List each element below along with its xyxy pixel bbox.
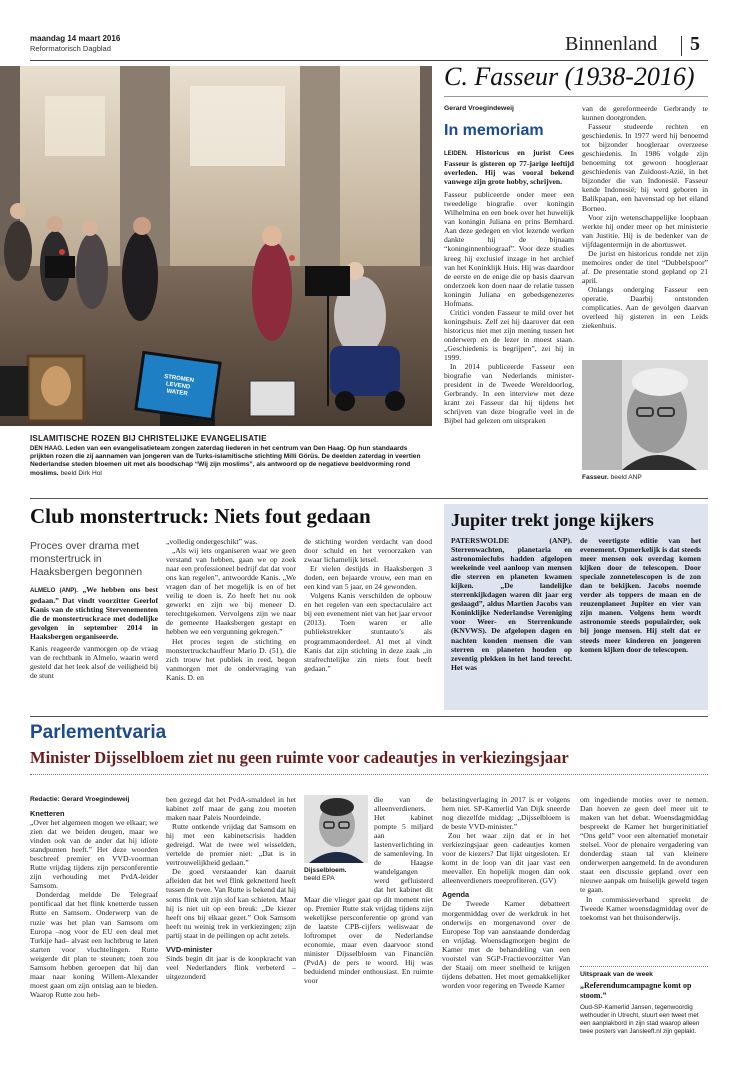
fasseur-col-1: [444, 148, 574, 485]
fasseur-portrait: [582, 360, 708, 470]
quote-source: Oud-SP-Kamerlid Jansen, tegenwoordig wethouder in Utrecht, stuurt een tweet met een aanplakbord in zijn stad waarop alleen twee posters van Jansleeft.nl zijn geplakt.: [580, 1004, 700, 1035]
parlement-col-3a: [374, 795, 433, 894]
fasseur-kicker: In memoriam: [444, 122, 544, 139]
fasseur-paragraph: Fasseur studeerde rechten en geschiedenis. In 1977 werd hij benoemd tot bijzonder hoogleraar overzeese geschiedenis. In 1986 volgde zijn benoeming tot gewoon hoogleraar geschiedenis van Zuidoost-Azië, in het bijzonder die van Indonesië. Fasseur kende Indonesië; hij werd geboren in Balikpapan, een havenstad op het eiland Borneo.: [582, 122, 708, 213]
parlement-paragraph: Rutte ontkende vrijdag dat Samsom en hij met een kabinetscrisis hadden gedreigd. Wat de twee wel wisselden, vertelde de premier niet: „Dat is in vertrouwelijkheid gedaan.”: [166, 822, 296, 868]
monstertruck-deck: Proces over drama met monstertruck in Haaksbergen begonnen: [30, 540, 143, 578]
parlement-paragraph: die van de alleenverdieners. Het kabinet pompte 5 miljard aan lastenverlichting in de samenleving. In de Haagse wandelgangen werd gefluisterd dat het kabinet dit: [374, 795, 433, 894]
monstertruck-col-3: [304, 537, 432, 710]
dijsselbloem-photo-credit: beeld EPA: [304, 875, 335, 883]
jupiter-headline: Jupiter trekt jonge kijkers: [451, 510, 654, 530]
fasseur-photo-credit: beeld ANP: [610, 474, 642, 481]
parlement-paragraph: belastingverlaging in 2017 is er volgens hem niet. SP-Kamerlid Van Dijk sneerde nog diezelfde middag: „Dijsselbloem is de beste VVD-minister.”: [442, 795, 570, 832]
fasseur-headline: C. Fasseur (1938-2016): [444, 62, 695, 91]
parlement-paragraph: In commissieverband spreekt de Tweede Kamer woensdagmiddag over de toekomst van het thuisonderwijs.: [580, 894, 708, 922]
monstertruck-paragraph: Er vielen destijds in Haaksbergen 3 doden, een bejaarde vrouw, een man en een kind van 5 jaar, en 24 gewonden.: [304, 564, 432, 592]
parlement-paragraph: Donderdag meldde De Telegraaf pontificaal dat het flink knetterde tussen Rutte en Samsom. Onderwerp van de ruzie was het plan van Samsom om Europa –nog voor de EU een deal met Turkije had– alvast een luchtbrug te laten starten voor vluchtelingen. Rutte weigerde dit plan te steunen; toen zou Samsom hebben geroepen dat hij dan maar naar koning Willem-Alexander moest gaan om zijn ontslag aan te bieden. Waarop Rutte zou heb-: [30, 890, 158, 999]
parlement-paragraph: Maar die vlieger gaat op dit moment niet op. Premier Rutte stak vrijdag tijdens zijn wekelijkse persconferentie op grond van de laatste CPB-cijfers weliswaar de loftrompet over de Nederlandse economie, maar even daarvoor stond minister Dijsselbloem van Financiën (PvdA) de pers te woord. Hij was beduidend minder enthousiast. En ruimte voor: [304, 895, 433, 986]
jupiter-text-2: de veertigste editie van het evenement. Opmerkelijk is dat steeds meer mensen ook overdag komen kijken door de telescopen. Door speciale zonnetelescopen is de zon dan te bekijken. Jacobs noemde verder als toppers de maan en de reuzenplaneet Jupiter en vier van zijn manen. Volgens hem wordt astronomie steeds populairder, ook bij jonge mensen. Hij stelt dat er steeds meer kinderen en jongeren komen kijken door de telescopen.: [580, 536, 701, 654]
fasseur-paragraph: De jurist en historicus rondde net zijn memoires onder de titel “Dubbelspoor” af. De presentatie stond gepland op 21 april.: [582, 248, 708, 285]
jupiter-text-1: PATERSWOLDE (ANP). Sterrenwachten, planetaria en astronomieclubs hadden afgelopen weekeinde veel aanloop van mensen die sterren en planeten kwamen kijken. „De landelijke sterrenkijkdagen waren dit jaar erg geslaagd”, aldus Martien Jacobs van Koninklijke Nederlandse Vereniging voor Weer- en Sterrenkunde (KNVWS). De afgelopen dagen en nachten konden mensen die van sterren en planeten houden op zeventig plekken in het land terecht. Het was: [451, 536, 572, 672]
monstertruck-col-1: [30, 585, 158, 710]
parlement-headline: Minister Dijsselbloem ziet nu geen ruimte voor cadeautjes in verkiezingsjaar: [30, 748, 569, 767]
sign-line-3: WATER: [166, 387, 189, 397]
parlement-col-3b: [304, 895, 433, 1065]
fasseur-intro-place: LEIDEN.: [444, 151, 468, 157]
parlement-col-2: [166, 795, 296, 1065]
fasseur-paragraph: Onlangs onderging Fasseur een operatie. Daarbij ontstonden complicaties. Aan de gevolgen daarvan overleed hij gisteren in een Leids ziekenhuis.: [582, 284, 708, 331]
jupiter-box: [444, 504, 708, 710]
dijsselbloem-image: [304, 795, 368, 863]
dijsselbloem-caption-name: Dijsselbloem.: [304, 867, 347, 874]
fasseur-paragraph: Fasseur publiceerde onder meer een tweedelige biografie over koningin Wilhelmina en een boek over het huwelijk van koningin Juliana en prins Bernhard. Aan deze gedegen en vlot lezende werken dankte hij de bijnaam “koninginnenbiograaf”. Voor deze studies kreeg hij exclusief inzage in het archief van het Koninklijk Huis. Hij was daardoor de eerste en de enige die op basis daarvan onderzoek kon doen naar de relatie tussen koningin Juliana en gebedsgenezeres Hofmans.: [444, 190, 574, 308]
fasseur-photo-caption-name: Fasseur.: [582, 474, 609, 481]
monstertruck-paragraph: „Als wij iets organiseren waar we geen verstand van hebben, gaan we op zoek naar een professioneel bedrijf dat dat voor ons kan regelen”, antwoordde Kanis. „We vragen dan of het mogelijk is en of het veilig te doen is. Zo heeft het nu ook gewerkt en zijn we bij meneer D. terechtgekomen. Vervolgens zijn we naar de gemeente Haaksbergen gestapt en hebben we een vergunning gekregen.”: [166, 546, 296, 637]
fasseur-paragraph: Critici vonden Fasseur te mild over het koningshuis. Zelf zei hij daarover dat een historicus niet met zijn mening tussen het onderwerp en de lezer in moest staan. „Geschiedenis is begrijpen”, zei hij in 1999.: [444, 307, 574, 363]
parlement-paragraph: ben gezegd dat het PvdA-smaldeel in het kabinet zelf maar de gang zou moeten maken naar Paleis Noordeinde.: [166, 795, 296, 823]
photo-caption: [30, 445, 430, 478]
fasseur-paragraph: van de gereformeerde Gerbrandy te kunnen doorgronden.: [582, 104, 708, 123]
quote-text: „Referendumcampagne komt op stoom.”: [580, 981, 692, 1000]
jupiter-col-1: [451, 536, 572, 706]
parlement-sub-vvd: VVD-minister: [166, 944, 213, 954]
quote-title: Uitspraak van de week: [580, 971, 653, 978]
photo-caption-title: ISLAMITISCHE ROZEN BIJ CHRISTELIJKE EVANGELISATIE: [30, 434, 267, 443]
monstertruck-paragraph: Volgens Kanis verschilden de opbouw en het regelen van een spectaculaire act bij een evenement niet van het jaar ervoor (2013). Toen waren er alle publiekstrekker stuntauto’s als programmaonderdeel. Al met al vindt Kanis dat zijn stichting in deze zaak „in strafrechtelijke zin niets fout heeft gedaan.”: [304, 591, 432, 673]
quote-rule: [580, 966, 708, 967]
fasseur-col-2: [582, 104, 708, 356]
fasseur-headline-rule: [444, 96, 708, 97]
monstertruck-paragraph: Het proces tegen de stichting en monstertruckchauffeur Mario D. (51), die zich trouw het publiek in reed, begon vanmorgen met de ondervraging van Kanis. D. en: [166, 636, 296, 682]
fasseur-intro: Historicus en jurist Cees Fasseur is gisteren op 77-jarige leeftijd overleden. Hij was vooral bekend vanwege zijn grote hobby, schrijven.: [444, 148, 574, 187]
parlement-section-title: Parlementvaria: [30, 722, 167, 743]
masthead-paper: Reformatorisch Dagblad: [30, 44, 111, 53]
parlement-paragraph: Zou het waar zijn dat er in het verkiezingsjaar geen cadeautjes komen voor de kiezers? Dat lijkt uitgesloten. Er komt in de loop van dit jaar vast een meevaller. En hopelijk mogen dan ook alleenverdieners meeprofiteren. (GV): [442, 831, 570, 886]
parlement-col-4: [442, 795, 570, 1065]
section-rule-lower: [30, 716, 708, 717]
parlement-rule: [30, 774, 708, 775]
parlement-sub-agenda: Agenda: [442, 890, 470, 900]
parlement-col-5: [580, 795, 708, 963]
monstertruck-paragraph: Kanis reageerde vanmorgen op de vraag van de rechtbank in Almelo, waarin werd gesteld dat het leek alsof de veiligheid bij de stunt: [30, 644, 158, 681]
monstertruck-lead: „We hebben ons best gedaan.” Dat vindt voorzitter Geerlof Kanis van de stichting Stervenementen die de monstertruckrace met dodelijke gevolgen in september 2014 in Haaksbergen organiseerde.: [30, 585, 158, 642]
jupiter-col-2: [580, 536, 701, 706]
evangelisation-photo: [0, 66, 432, 426]
fasseur-byline: Gerard Vroegindeweij: [444, 105, 514, 112]
fasseur-paragraph: In 2014 publiceerde Fasseur een biografie van Nederlands minister-president in de Tweede Wereldoorlog, Gerbrandy. In een interview met deze krant zei Fasseur dat hij tijdens het schrijven van deze biografie veel in de Bijbel had gelezen om uitspraken: [444, 362, 574, 426]
sign-line-2: LEVEND: [165, 380, 191, 391]
section-divider: [681, 36, 682, 56]
monstertruck-paragraph: „volledig ondergeschikt” was.: [166, 537, 258, 546]
monstertruck-lead-place: ALMELO (ANP).: [30, 588, 78, 594]
parlement-paragraph: De Tweede Kamer debatteert morgenmiddag over de werkdruk in het onderwijs en morgenavond over de Europese Top van aanstaande donderdag en vrijdag. Woensdagmorgen begint de Kamer met de behandeling van een voorstel van SGP-Fractievoorzitter Van der Staaij om meer snelheid te krijgen tijdens debatten. Het moet gemakkelijker worden voor regering en Tweede Kamer: [442, 899, 570, 990]
parlement-paragraph: „Over het algemeen mogen we elkaar; we zien dat we beiden deugen, maar we vinden ook van de ander dat hij idiote standpunten heeft.” Het deze woorden beschreef premier en VVD-voorman Rutte vrijdag tijdens zijn persconferentie zijn verhouding met PvdA-leider Samsom.: [30, 818, 158, 891]
caption-body: Leden van een evangelisatieteam zongen zaterdag liederen in het centrum van Den Haag. Op hun standaards prijkten rozen die zij aannamen van jongeren van de Turks-islamitische stichting Milli Görüs. De deelden zaterdag in veertien Nederlandse steden bloemen uit met als boodschap “Wij zijn moslims”, als antwoord op de negatieve beeldvorming rond moslims.: [30, 445, 421, 477]
fasseur-paragraph: Voor zijn wetenschappelijke loopbaan werkte hij onder meer op het ministerie van Justitie. Hij is de bedenker van de vijfdagentermijn in de abortuswet.: [582, 212, 708, 249]
page-number: 5: [690, 33, 700, 55]
dijsselbloem-caption: [304, 867, 368, 883]
monstertruck-col-2: [166, 537, 296, 710]
caption-place: DEN HAAG.: [30, 446, 64, 452]
fasseur-portrait-image: [582, 360, 708, 470]
sign-line-1: STROMEN: [163, 373, 195, 384]
evangelisation-sign: [134, 351, 222, 422]
parlement-sub-knetteren: Knetteren: [30, 809, 65, 818]
section-name: Binnenland: [565, 33, 658, 55]
monstertruck-paragraph: de stichting worden verdacht van dood door schuld en het veroorzaken van zwaar lichamelijk letsel.: [304, 537, 432, 565]
fasseur-photo-caption: [582, 474, 708, 482]
masthead-date: maandag 14 maart 2016: [30, 34, 121, 43]
caption-credit: beeld Dirk Hol: [60, 469, 102, 477]
parlement-paragraph: De goed verstaander kan daaruit afleiden dat het wel flink geknetterd heeft tussen de twee. Van Rutte is bekend dat hij soms flink uit zijn slof kan schieten. Maar hij is niet uit op een breuk: „De kiezer heeft ons bij elkaar gezet.” Ook Samsom heeft nu weinig trek in verkiezingen; zijn partij staat in de peilingen op acht zetels.: [166, 867, 296, 940]
parlement-col-1: [30, 795, 158, 1065]
section-rule-mid: [30, 498, 708, 499]
parlement-byline: Redactie: Gerard Vroegindeweij: [30, 796, 130, 803]
dijsselbloem-photo: [304, 795, 368, 863]
monstertruck-headline: Club monstertruck: Niets fout gedaan: [30, 504, 371, 528]
masthead-rule: [30, 60, 708, 61]
parlement-paragraph: om ingediende moties over te nemen. Dan hoeven ze geen deel meer uit te maken van het debat. Woensdagmiddag bespreekt de Kamer het burgerinitiatief “Ons geld” voor een alternatief monetair stelsel. Voor de plenaire vergadering van donderdag staan tal van kleinere onderwerpen aangemeld. In de avonduren staat een discussie gepland over een nieuwe aanpak om huiselijk geweld tegen te gaan.: [580, 795, 708, 895]
parlement-paragraph: Sinds begin dit jaar is de koopkracht van veel Nederlanders flink verbeterd – uitgezonderd: [166, 953, 296, 981]
